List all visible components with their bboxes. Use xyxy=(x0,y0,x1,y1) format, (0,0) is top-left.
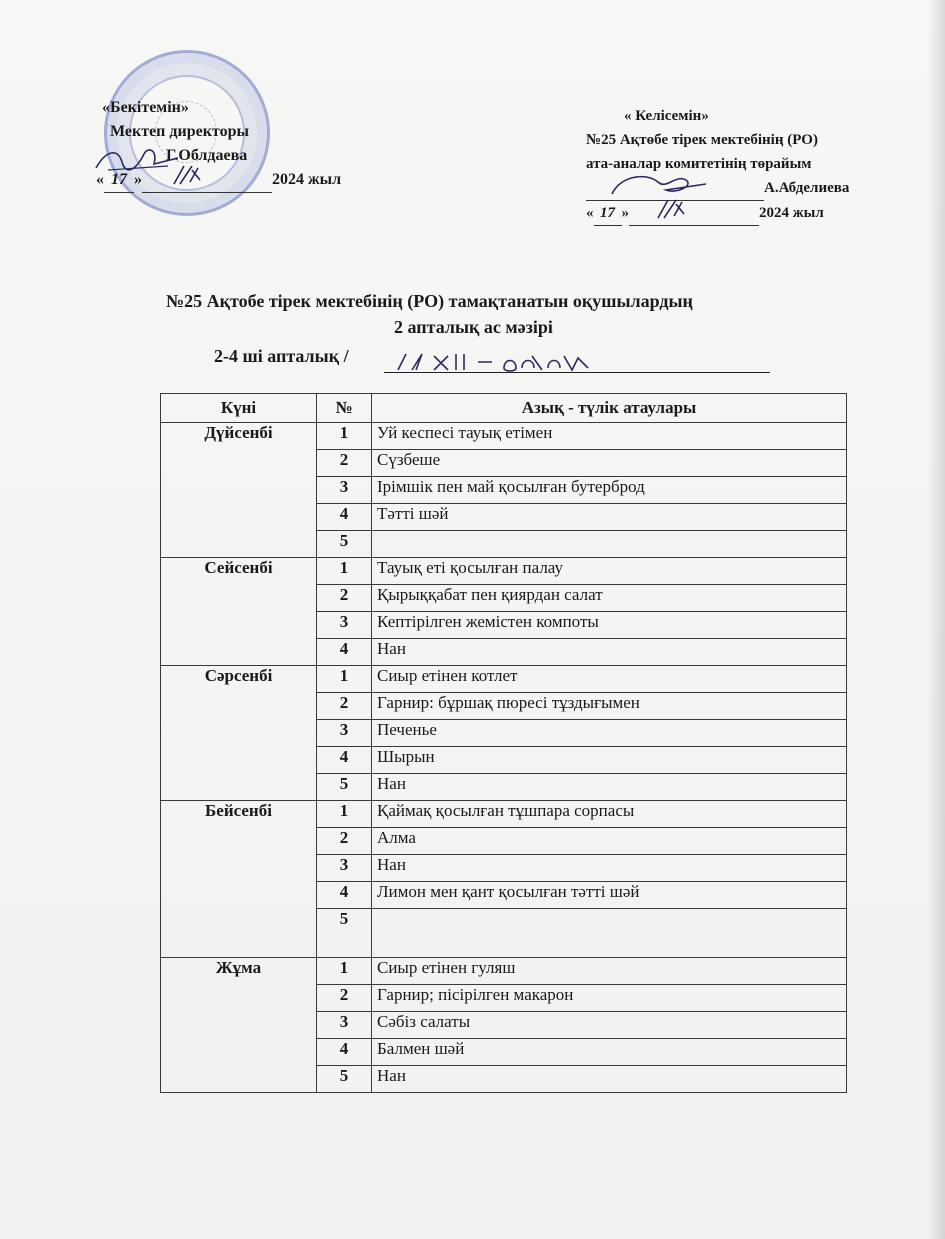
table-row xyxy=(161,958,847,985)
header-day: Күні xyxy=(161,394,317,423)
approval-right-date xyxy=(586,201,896,226)
item-number-cell: 2 xyxy=(317,693,372,720)
item-name-cell: Тауық еті қосылған палау xyxy=(372,558,847,585)
item-name-cell: Сүзбеше xyxy=(372,450,847,477)
page-edge-shadow xyxy=(927,0,945,1239)
day-cell: Сейсенбі xyxy=(161,558,317,666)
day-cell: Дүйсенбі xyxy=(161,423,317,558)
item-name-cell: Гарнир; пісірілген макарон xyxy=(372,985,847,1012)
item-number-cell: 4 xyxy=(317,882,372,909)
item-name-cell: Уй кеспесі тауық етімен xyxy=(372,423,847,450)
date-close-quote: » xyxy=(621,205,629,221)
item-name-cell: Кептірілген жемістен компоты xyxy=(372,612,847,639)
item-number-cell: 3 xyxy=(317,477,372,504)
item-number-cell: 2 xyxy=(317,985,372,1012)
page-title: №25 Ақтобе тірек мектебінің (РО) тамақтанатын оқушылардың xyxy=(166,291,693,311)
item-name-cell: Шырын xyxy=(372,747,847,774)
item-name-cell: Алма xyxy=(372,828,847,855)
item-number-cell: 5 xyxy=(317,531,372,558)
item-number-cell: 5 xyxy=(317,909,372,958)
item-name-cell: Сәбіз салаты xyxy=(372,1012,847,1039)
week-label: 2-4 ші апталық / xyxy=(214,346,349,366)
item-name-cell: Нан xyxy=(372,639,847,666)
date-day: 17 xyxy=(594,201,622,226)
table-row xyxy=(161,423,847,450)
day-cell: Сәрсенбі xyxy=(161,666,317,801)
table-row xyxy=(161,558,847,585)
table-row xyxy=(161,801,847,828)
right-month-handwriting xyxy=(654,196,694,222)
item-number-cell: 1 xyxy=(317,666,372,693)
item-number-cell: 5 xyxy=(317,1066,372,1093)
item-name-cell: Нан xyxy=(372,855,847,882)
item-number-cell: 2 xyxy=(317,585,372,612)
date-day: 17 xyxy=(104,168,134,193)
approval-left-heading: «Бекітемін» xyxy=(102,99,189,116)
header-items: Азық - түлік атаулары xyxy=(372,394,847,423)
day-cell: Жұма xyxy=(161,958,317,1093)
date-month-blank xyxy=(629,201,759,226)
table-row xyxy=(161,666,847,693)
approval-right-block xyxy=(586,104,896,226)
item-name-cell: Қаймақ қосылған тұшпара сорпасы xyxy=(372,801,847,828)
item-number-cell: 1 xyxy=(317,958,372,985)
item-name-cell xyxy=(372,531,847,558)
item-name-cell: Ірімшік пен май қосылған бутерброд xyxy=(372,477,847,504)
item-name-cell: Печенье xyxy=(372,720,847,747)
approval-left-name: Г.Облдаева xyxy=(166,147,248,164)
item-name-cell: Қырыққабат пен қиярдан салат xyxy=(372,585,847,612)
item-name-cell: Нан xyxy=(372,774,847,801)
item-number-cell: 4 xyxy=(317,1039,372,1066)
item-name-cell: Гарнир: бұршақ пюресі тұздығымен xyxy=(372,693,847,720)
left-month-handwriting xyxy=(170,160,210,190)
item-number-cell: 1 xyxy=(317,558,372,585)
header-number: № xyxy=(317,394,372,423)
approval-right-org: №25 Ақтөбе тірек мектебінің (РО) xyxy=(586,132,818,148)
item-number-cell: 1 xyxy=(317,801,372,828)
date-year: 2024 жыл xyxy=(759,205,824,221)
item-name-cell: Тәтті шәй xyxy=(372,504,847,531)
item-number-cell: 4 xyxy=(317,504,372,531)
item-name-cell: Балмен шәй xyxy=(372,1039,847,1066)
date-open-quote: « xyxy=(96,171,104,188)
handwritten-date xyxy=(392,348,602,376)
item-number-cell: 3 xyxy=(317,720,372,747)
menu-table xyxy=(160,393,847,1093)
item-name-cell: Нан xyxy=(372,1066,847,1093)
table-header-row xyxy=(161,394,847,423)
item-name-cell: Лимон мен қант қосылған тәтті шәй xyxy=(372,882,847,909)
item-number-cell: 3 xyxy=(317,612,372,639)
item-number-cell: 4 xyxy=(317,747,372,774)
approval-right-role: ата-аналар комитетінің төрайым xyxy=(586,156,812,172)
item-number-cell: 2 xyxy=(317,450,372,477)
item-name-cell: Сиыр етінен котлет xyxy=(372,666,847,693)
item-number-cell: 3 xyxy=(317,1012,372,1039)
approval-right-heading: « Келісемін» xyxy=(624,108,709,124)
item-number-cell: 3 xyxy=(317,855,372,882)
day-cell: Бейсенбі xyxy=(161,801,317,958)
item-number-cell: 5 xyxy=(317,774,372,801)
approval-left-role: Мектеп директоры xyxy=(110,123,249,140)
page-subtitle: 2 апталық ас мәзірі xyxy=(394,317,553,337)
item-number-cell: 2 xyxy=(317,828,372,855)
menu-table-body xyxy=(161,423,847,1093)
approval-right-name: А.Абделиева xyxy=(764,180,850,196)
item-number-cell: 1 xyxy=(317,423,372,450)
date-close-quote: » xyxy=(134,171,142,188)
date-year: 2024 жыл xyxy=(272,171,342,188)
item-name-cell: Сиыр етінен гуляш xyxy=(372,958,847,985)
item-name-cell xyxy=(372,909,847,958)
date-open-quote: « xyxy=(586,205,594,221)
item-number-cell: 4 xyxy=(317,639,372,666)
